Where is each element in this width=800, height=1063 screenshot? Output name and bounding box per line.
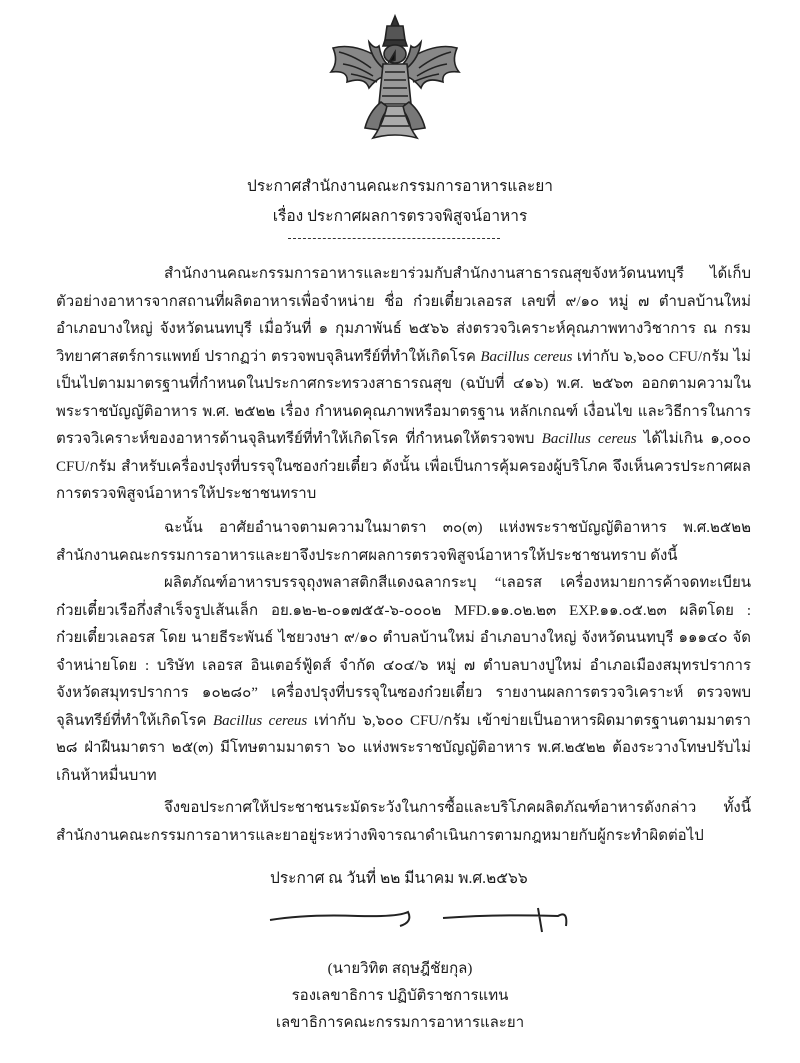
paragraph-text: ผลิตภัณฑ์อาหารบรรจุถุงพลาสติกสีแดงฉลากระบุ “เลอรส เครื่องหมายการค้าจดทะเบียน ก๋วยเตี๋ยวเรือกึ่งสำเร็จรูปเส้นเล็ก อย.๑๒-๒-๐๑๗๕๕-๖-๐๐๐๒ MFD.๑๑.๐๒.๒๓ EXP.๑๑.๐๕.๒๓ ผลิตโดย : ก๋วยเตี๋ยวเลอรส โดย นายธีระพันธ์ ไชยวงษา ๙/๑๐ ตำบลบ้านใหม่ อำเภอบางใหญ่ จังหวัดนนทบุรี ๑๑๑๔๐ จัดจำหน่ายโดย : บริษัท เลอรส อินเตอร์ฟู้ดส์ จำกัด ๔๐๔/๖ หมู่ ๗ ตำบลบางปูใหม่ อำเภอเมืองสมุทรปราการ จังหวัดสมุทรปราการ ๑๐๒๘๐” เครื่องปรุงที่บรรจุในซองก๋วยเตี๋ยว รายงานผลการตรวจวิเคราะห์ ตรวจพบจุลินทรีย์ที่ทำให้เกิดโรค	[56, 575, 751, 729]
announcement-subject: เรื่อง ประกาศผลการตรวจพิสูจน์อาหาร	[272, 208, 528, 225]
paragraph-warning	[56, 795, 751, 850]
divider	[288, 238, 500, 239]
paragraph-text: ฉะนั้น อาศัยอำนาจตามความในมาตรา ๓๐(๓) แห่งพระราชบัญญัติอาหาร พ.ศ.๒๕๒๒ สำนักงานคณะกรรมการอาหารและยาจึงประกาศผลการตรวจพิสูจน์อาหารให้ประชาชนทราบ ดังนี้	[56, 520, 751, 564]
paragraph-text: เท่ากับ ๖,๖๐๐ CFU/กรัม ไม่เป็นไปตามมาตรฐานที่กำหนดในประกาศกระทรวงสาธารณสุข (ฉบับที่ ๔๑๖) พ.ศ. ๒๕๖๓ ออกตามความในพระราชบัญญัติอาหาร พ.ศ. ๒๕๒๒ เรื่อง กำหนดคุณภาพหรือมาตรฐาน หลักเกณฑ์ เงื่อนไข และวิธีการในการตรวจวิเคราะห์ของอาหารด้านจุลินทรีย์ที่ทำให้เกิดโรค ที่กำหนดให้ตรวจพบ	[56, 348, 752, 447]
signatory-name: (นายวิทิต สฤษฎีชัยกุล)	[327, 961, 473, 977]
organism-name: Bacillus cereus	[213, 712, 308, 729]
announcement-date: ประกาศ ณ วันที่ ๒๒ มีนาคม พ.ศ.๒๕๖๖	[270, 870, 528, 887]
paragraph-text: เท่ากับ ๖,๖๐๐ CFU/กรัม เข้าข่ายเป็นอาหารผิดมาตรฐานตามมาตรา ๒๘ ฝ่าฝืนมาตรา ๒๕(๓) มีโทษตามมาตรา ๖๐ แห่งพระราชบัญญัติอาหาร พ.ศ.๒๕๒๒ ต้องระวางโทษปรับไม่เกินห้าหมื่นบาท	[56, 712, 751, 784]
signatory-title: เลขาธิการคณะกรรมการอาหารและยา	[275, 1015, 525, 1031]
signature-icon	[268, 900, 588, 940]
paragraph-text: จึงขอประกาศให้ประชาชนระมัดระวังในการซื้อและบริโภคผลิตภัณฑ์อาหารดังกล่าว ทั้งนี้ สำนักงานคณะกรรมการอาหารและยาอยู่ระหว่างพิจารณาดำเนินการตามกฎหมายกับผู้กระทำผิดต่อไป	[56, 800, 751, 844]
garuda-emblem-icon	[325, 12, 465, 144]
organism-name: Bacillus cereus	[541, 431, 637, 447]
paragraph-authority	[56, 515, 751, 570]
signatory-position: รองเลขาธิการ ปฏิบัติราชการแทน	[291, 988, 509, 1004]
announcement-issuer: ประกาศสำนักงานคณะกรรมการอาหารและยา	[246, 178, 554, 195]
paragraph-text: ได้ไม่เกิน ๑,๐๐๐ CFU/กรัม สำหรับเครื่องปรุงที่บรรจุในซองก๋วยเตี๋ยว ดังนั้น เพื่อเป็นการคุ้มครองผู้บริโภค จึงเห็นควรประกาศผลการตรวจพิสูจน์อาหารให้ประชาชนทราบ	[56, 431, 751, 502]
organism-name: Bacillus cereus	[480, 348, 573, 365]
paragraph-text: สำนักงานคณะกรรมการอาหารและยาร่วมกับสำนักงานสาธารณสุขจังหวัดนนทบุรี ได้เก็บตัวอย่างอาหารจากสถานที่ผลิตอาหารเพื่อจำหน่าย ชื่อ ก๋วยเตี๋ยวเลอรส เลขที่ ๙/๑๐ หมู่ ๗ ตำบลบ้านใหม่ อำเภอบางใหญ่ จังหวัดนนทบุรี เมื่อวันที่ ๑ กุมภาพันธ์ ๒๕๖๖ ส่งตรวจวิเคราะห์คุณภาพทางวิชาการ ณ กรมวิทยาศาสตร์การแพทย์ ปรากฏว่า ตรวจพบจุลินทรีย์ที่ทำให้เกิดโรค	[56, 266, 751, 365]
paragraph-product	[56, 570, 751, 790]
paragraph-findings	[56, 261, 751, 509]
